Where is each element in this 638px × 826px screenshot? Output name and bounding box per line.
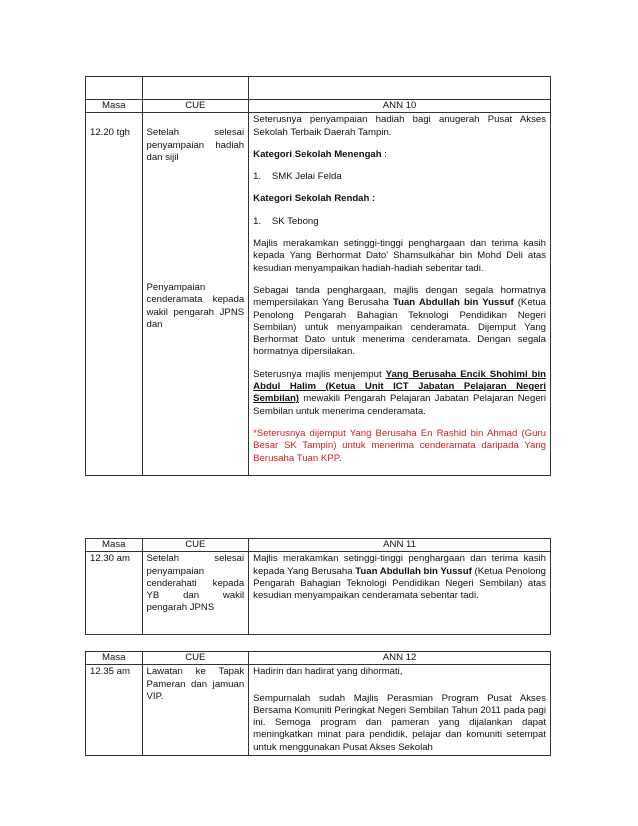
guest-name: Tuan Abdullah bin Yussuf: [355, 565, 472, 577]
list-item: 1. SMK Jelai Felda: [253, 171, 342, 183]
time-cell: 12.20 tgh: [86, 113, 143, 476]
time-cell: 12.35 am: [86, 665, 143, 756]
category-secondary: Kategori Sekolah Menengah :: [253, 148, 387, 160]
announcement-cell: [249, 665, 551, 756]
header-ann: ANN 10: [249, 100, 551, 113]
cue-cell: [142, 113, 249, 476]
table-ann-10: [85, 76, 551, 476]
cue-text: Setelah selesai penyampaian cenderahati kepada YB dan wakil pengarah JPNS: [146, 553, 245, 614]
header-masa: Masa: [86, 100, 143, 113]
table-header-row: [86, 539, 551, 552]
announcement-paragraph-red: *Seterusnya dijemput Yang Berusaha En Rashid bin Ahmad (Guru Besar SK Tampin) untuk menerima cenderamata daripada Yang Berusaha Tuan KPP.: [253, 427, 546, 464]
table-ann-12: [85, 651, 551, 756]
cue-text-b: Penyampaian cenderamata kepada wakil pengarah JPNS dan: [146, 282, 245, 331]
category-primary: [253, 193, 546, 205]
cue-cell: [142, 552, 249, 635]
cue-cell: [142, 665, 249, 756]
announcement-cell: [249, 113, 551, 476]
table-header-row: [86, 652, 551, 665]
table-row: [86, 665, 551, 756]
table-row: [86, 552, 551, 635]
announcement-paragraph: Seterusnya majlis menjemput Yang Berusaha Encik Shohimi bin Abdul Halim (Ketua Unit ICT Jabatan Pelajaran Negeri Sembilan) mewakili Pengarah Pelajaran Jabatan Pelajaran Negeri Sembilan untuk menerima cenderamata.: [253, 368, 546, 417]
header-cue: CUE: [142, 539, 249, 552]
announcement-paragraph: Sebagai tanda penghargaan, majlis dengan segala hormatnya mempersilakan Yang Berusaha Tuan Abdullah bin Yussuf (Ketua Penolong Pengarah Bahagian Teknologi Pendidikan Negeri Sembilan) untuk menyampaikan cenderamata. Dijemput Yang Berhormat Dato untuk menerima cenderamata. Dengan segala hormatnya dipersilakan.: [253, 284, 546, 358]
announcement-paragraph: Majlis merakamkan setinggi-tinggi penghargaan dan terima kasih kepada Yang Berusaha Tuan Abdullah bin Yussuf (Ketua Penolong Pengarah Bahagian Teknologi Pendidikan Negeri Sembilan) atas kesudian menyampaikan cenderamata sebentar tadi.: [253, 553, 546, 602]
announcement-paragraph: Majlis merakamkan setinggi-tinggi penghargaan dan terima kasih kepada Yang Berhormat Dato' Shamsulkahar bin Mohd Deli atas kesudian menyampaikan hadiah-hadiah sebentar tadi.: [253, 238, 546, 274]
header-cue: CUE: [142, 652, 249, 665]
header-masa: Masa: [86, 652, 143, 665]
header-ann: ANN 11: [249, 539, 551, 552]
time-cell: 12.30 am: [86, 552, 143, 635]
cue-text-a: Setelah selesai penyampaian hadiah dan sijil: [146, 127, 245, 163]
table-row: [86, 113, 551, 476]
cue-text: Lawatan ke Tapak Pameran dan jamuan VIP.: [146, 666, 245, 702]
list-item: 1. SK Tebong: [253, 215, 319, 227]
header-masa: Masa: [86, 539, 143, 552]
header-ann: ANN 12: [249, 652, 551, 665]
table-top-blank-row: [86, 77, 551, 100]
guest-name: Tuan Abdullah bin Yussuf: [392, 297, 514, 309]
guest-name: Yang Berusaha Encik Shohimi bin Abdul Halim (Ketua Unit ICT Jabatan Pelajaran Negeri Sembilan): [253, 368, 546, 405]
announcement-paragraph: Hadirin dan hadirat yang dihormati,: [253, 666, 403, 678]
table-ann-11: [85, 538, 551, 635]
table-header-row: [86, 100, 551, 113]
announcement-paragraph: Seterusnya penyampaian hadiah bagi anugerah Pusat Akses Sekolah Terbaik Daerah Tampin.: [253, 114, 546, 138]
category-secondary-label: Kategori Sekolah Menengah: [253, 148, 382, 160]
announcement-cell: [249, 552, 551, 635]
category-primary-label: Kategori Sekolah Rendah :: [253, 193, 376, 205]
header-cue: CUE: [142, 100, 249, 113]
announcement-paragraph: Sempurnalah sudah Majlis Perasmian Program Pusat Akses Bersama Komuniti Peringkat Negeri Sembilan Tahun 2011 pada pagi ini. Semoga program dan pameran yang dijalankan dapat meningkatkan minat para pendidik, pelajar dan komuniti setempat untuk menggunakan Pusat Akses Sekolah: [253, 692, 546, 753]
